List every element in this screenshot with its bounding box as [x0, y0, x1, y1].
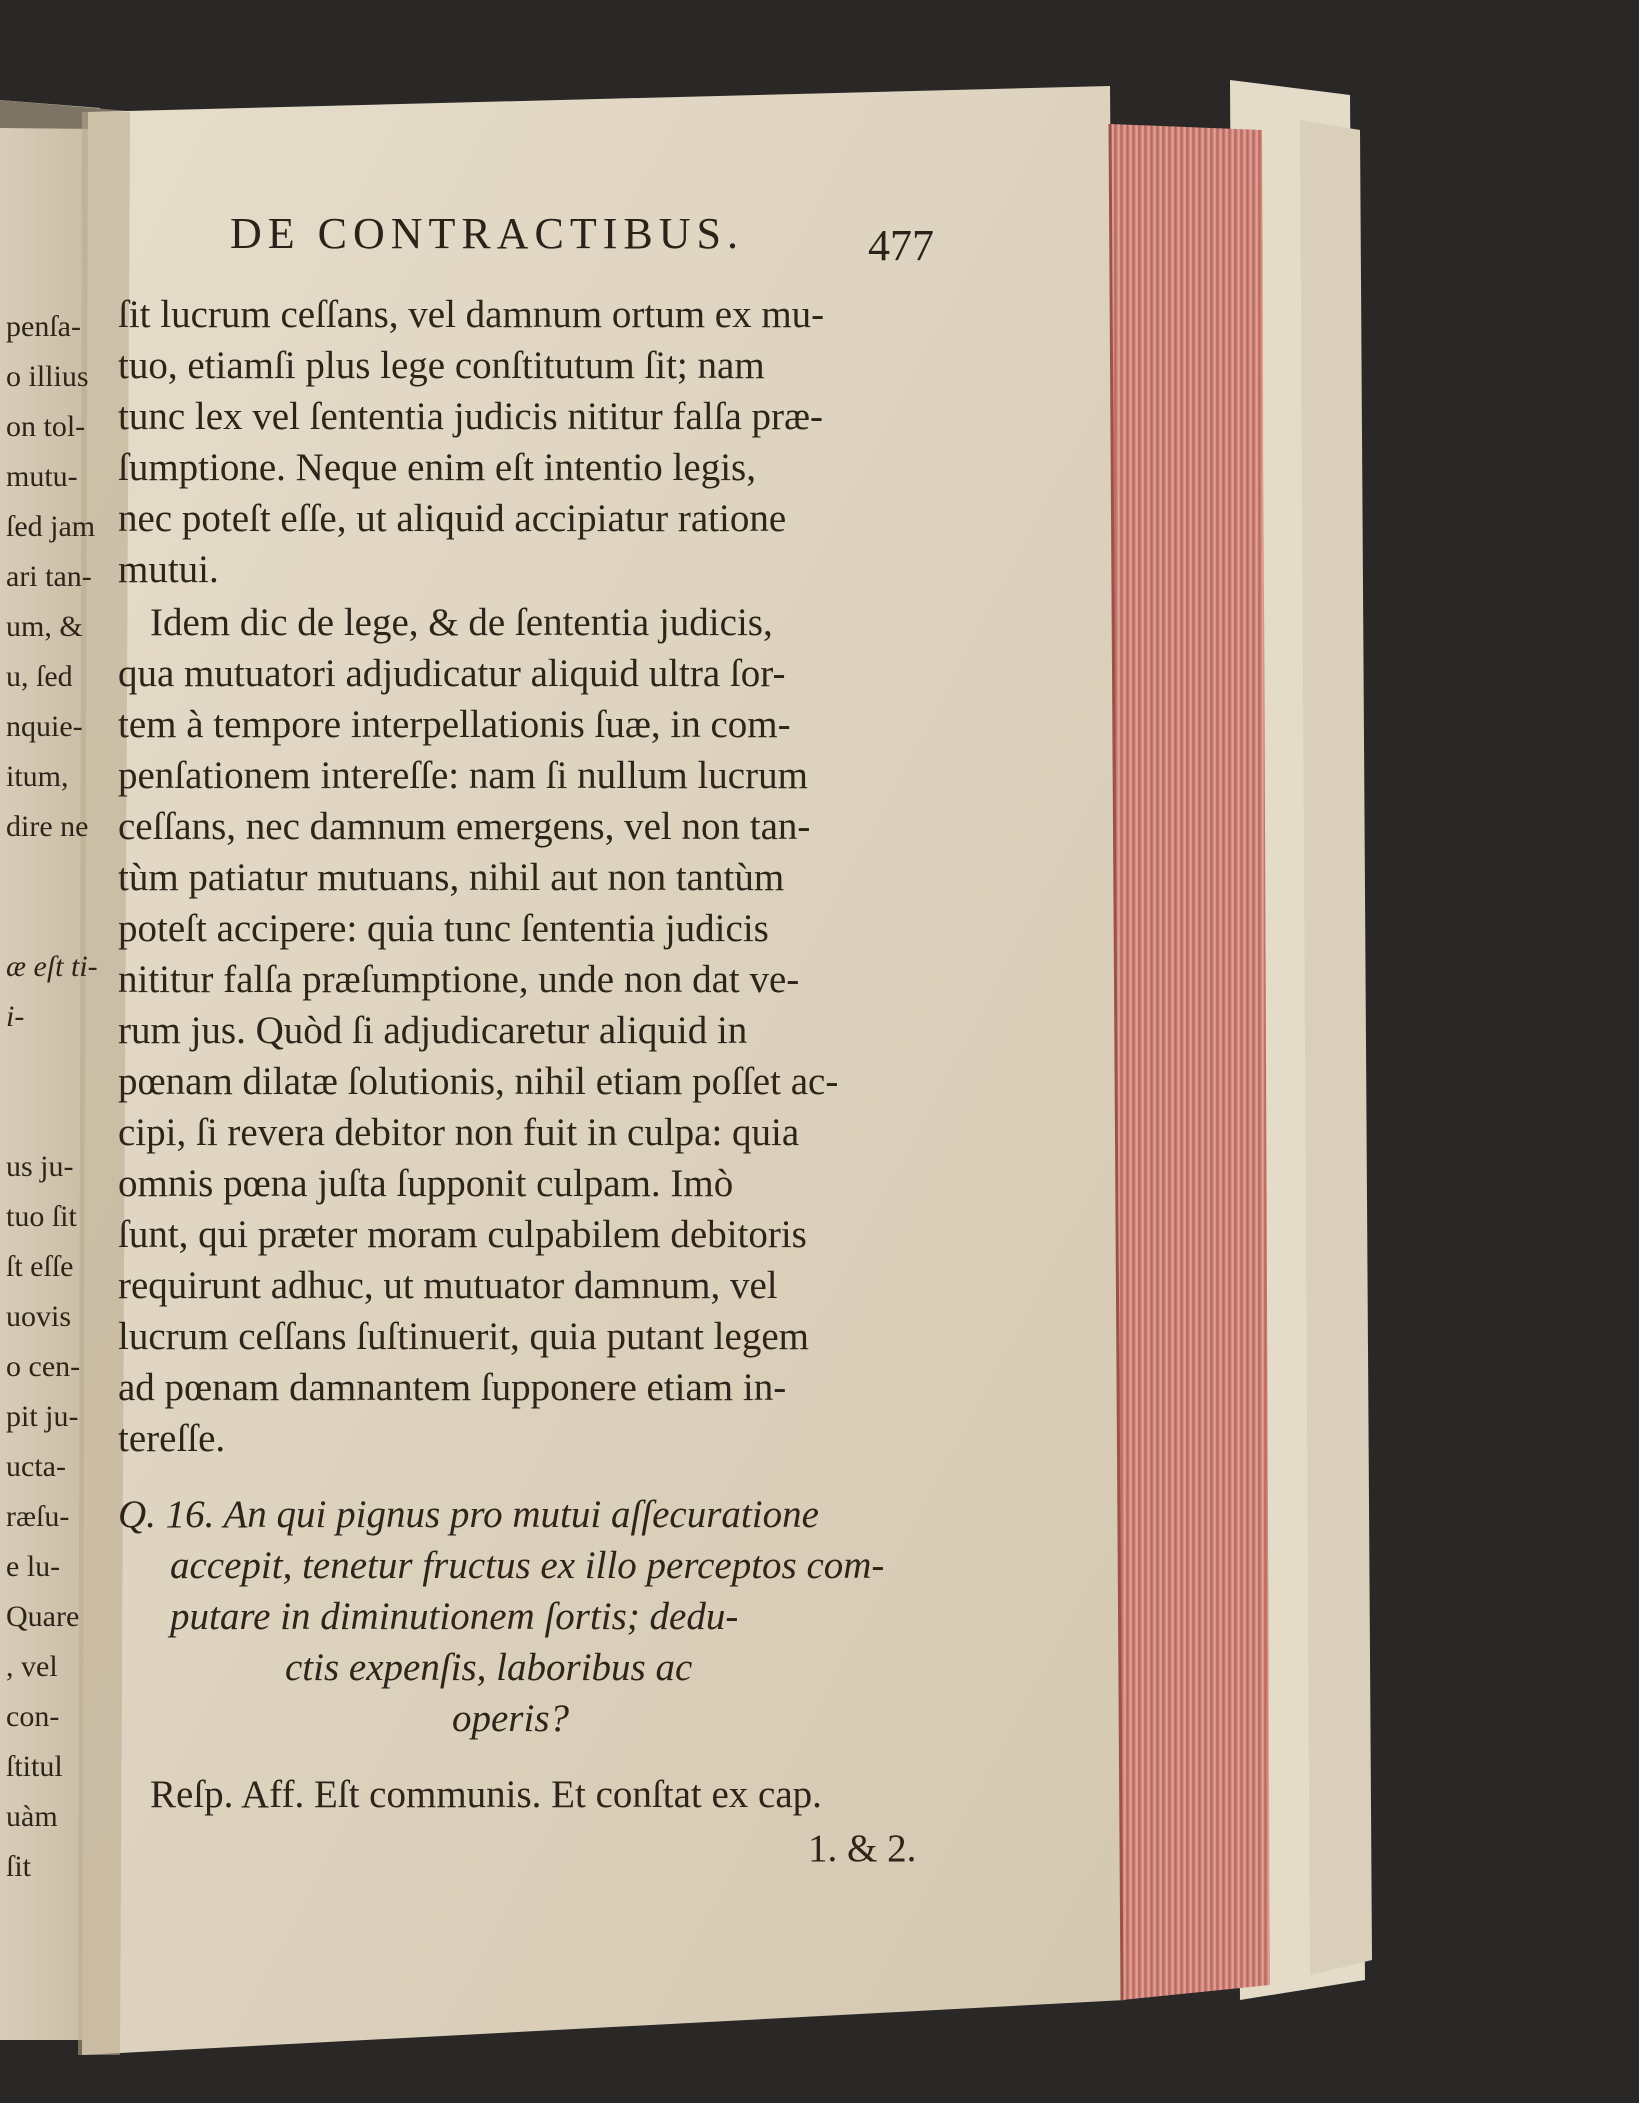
left-page-fragment: uovis: [6, 1300, 72, 1333]
left-page-fragment: o illius: [6, 360, 89, 393]
left-page-fragment: ari tan-: [6, 560, 92, 593]
text-line: omnis pœna juſta ſupponit culpam. Imò: [118, 1162, 734, 1205]
question-line: operis?: [452, 1697, 569, 1740]
left-page-fragment: , vel: [6, 1650, 58, 1683]
text-line: ceſſans, nec damnum emergens, vel non tan-: [118, 805, 811, 848]
text-line: nec poteſt eſſe, ut aliquid accipiatur ratione: [118, 497, 787, 540]
text-line: tunc lex vel ſententia judicis nititur falſa præ-: [118, 395, 824, 438]
text-line: ad pœnam damnantem ſupponere etiam in-: [118, 1366, 787, 1409]
text-line: tuo, etiamſi plus lege conſtitutum ſit; nam: [118, 344, 765, 387]
text-line: poteſt accipere: quia tunc ſententia judicis: [118, 907, 769, 950]
page-number: 477: [868, 221, 934, 270]
text-line: tereſſe.: [118, 1417, 226, 1460]
text-line: lucrum ceſſans ſuſtinuerit, quia putant legem: [118, 1315, 809, 1358]
left-page-fragment: u, ſed: [6, 660, 73, 693]
left-page-fragment: ſed jam: [6, 510, 96, 543]
catchword: 1. & 2.: [808, 1827, 917, 1870]
left-page-fragment: nquie-: [6, 710, 83, 743]
left-page-fragment: æ eſt ti-: [6, 950, 98, 983]
text-line: ſunt, qui præter moram culpabilem debitoris: [118, 1213, 807, 1256]
left-page-fragment: dire ne: [6, 810, 89, 843]
left-page-fragment: ſt eſſe: [6, 1250, 74, 1283]
text-line: cipi, ſi revera debitor non fuit in culpa: quia: [118, 1111, 800, 1154]
running-title: DE CONTRACTIBUS.: [230, 209, 745, 258]
question-line: accepit, tenetur fructus ex illo perceptos com-: [170, 1544, 885, 1587]
text-line: tem à tempore interpellationis ſuæ, in com-: [118, 703, 791, 746]
left-page-fragment: penſa-: [6, 310, 81, 343]
text-line: Idem dic de lege, & de ſententia judicis,: [150, 601, 773, 644]
text-line: penſationem intereſſe: nam ſi nullum lucrum: [118, 754, 808, 797]
text-line: ſumptione. Neque enim eſt intentio legis,: [118, 446, 756, 489]
text-line: tùm patiatur mutuans, nihil aut non tantùm: [118, 856, 785, 899]
text-line: mutui.: [118, 548, 219, 591]
left-page-fragment: tuo ſit: [6, 1200, 77, 1233]
left-page-fragment: ſit: [6, 1850, 32, 1883]
text-line: rum jus. Quòd ſi adjudicaretur aliquid in: [118, 1009, 748, 1052]
question-line: ctis expenſis, laboribus ac: [285, 1646, 693, 1689]
text-line: requirunt adhuc, ut mutuator damnum, vel: [118, 1264, 778, 1307]
text-line: pœnam dilatæ ſolutionis, nihil etiam poſſet ac-: [118, 1060, 839, 1103]
left-page-fragment: mutu-: [6, 460, 78, 493]
left-page-fragment: um, &: [6, 610, 83, 643]
left-page-fragment: ucta-: [6, 1450, 66, 1483]
left-page-fragment: uàm: [6, 1800, 58, 1833]
left-page-fragment: ſtitul: [6, 1750, 63, 1783]
left-page-fragment: Quare: [6, 1600, 80, 1633]
left-page-fragment: pit ju-: [6, 1400, 79, 1433]
left-page-fragment: on tol-: [6, 410, 86, 443]
question-line: Q. 16. An qui pignus pro mutui aſſecuratione: [118, 1493, 819, 1536]
left-page-fragment: us ju-: [6, 1150, 74, 1183]
left-page-fragment: con-: [6, 1700, 60, 1733]
left-page-fragment: i-: [6, 1000, 25, 1033]
text-line: qua mutuatori adjudicatur aliquid ultra ſor-: [118, 652, 786, 695]
text-line: ſit lucrum ceſſans, vel damnum ortum ex mu-: [118, 293, 825, 336]
left-page-fragment: e lu-: [6, 1550, 61, 1583]
response-line: Reſp. Aff. Eſt communis. Et conſtat ex cap.: [150, 1773, 822, 1816]
left-page-fragment: itum,: [6, 760, 69, 793]
question-line: putare in diminutionem ſortis; dedu-: [170, 1595, 739, 1638]
left-page-fragment: ræſu-: [6, 1500, 70, 1533]
text-line: nititur falſa præſumptione, unde non dat ve-: [118, 958, 800, 1001]
left-page-fragment: o cen-: [6, 1350, 81, 1383]
